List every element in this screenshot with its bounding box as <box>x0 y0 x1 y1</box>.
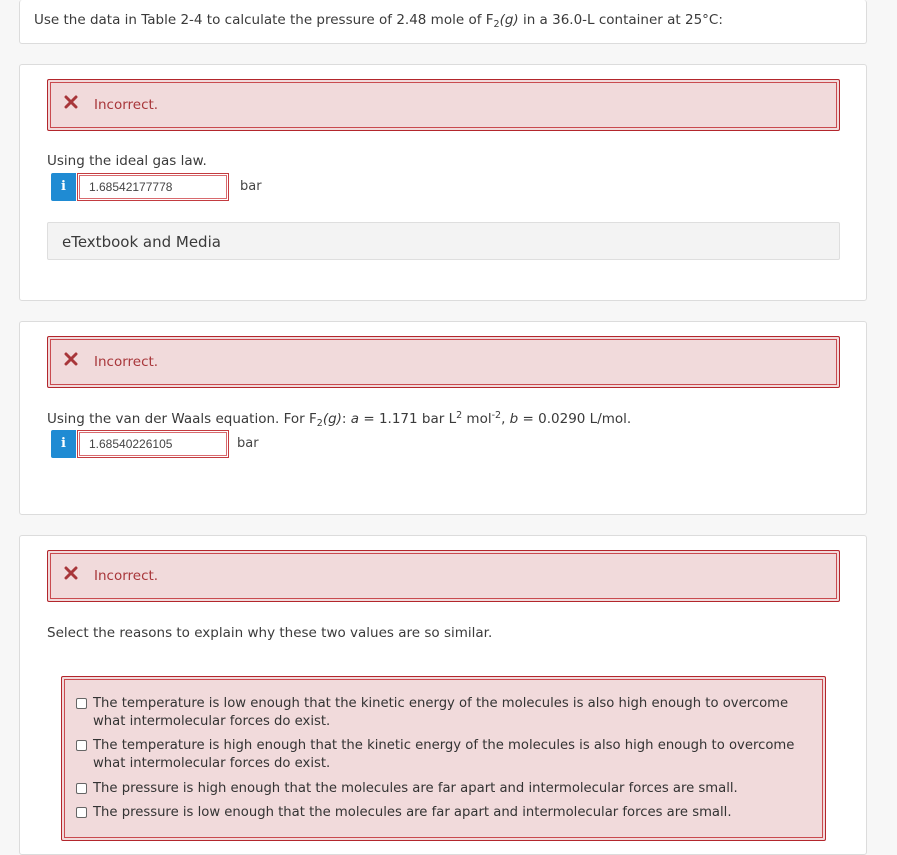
question-text: Use the data in Table 2-4 to calculate the pressure of 2.48 mole of $F_2(g)$ in a 36.0-L container at 25°C: <box>34 12 723 30</box>
choice-option[interactable]: The temperature is low enough that the kinetic energy of the molecules is also high enough to overcome what intermolecular forces do exist. <box>76 695 796 731</box>
unit-label: bar <box>237 436 259 451</box>
part-1-answer-input[interactable] <box>77 173 229 201</box>
part-1-label: Using the ideal gas law. <box>47 153 207 169</box>
reasons-choice-group <box>61 676 826 841</box>
alert-text: Incorrect. <box>94 568 159 584</box>
incorrect-alert <box>47 336 840 388</box>
checkbox[interactable] <box>76 783 87 794</box>
part-2-answer-input[interactable] <box>77 430 229 458</box>
checkbox[interactable] <box>76 698 87 709</box>
checkbox[interactable] <box>76 740 87 751</box>
incorrect-alert <box>47 79 840 131</box>
choice-option[interactable]: The pressure is low enough that the molecules are far apart and intermolecular forces are small. <box>76 804 796 822</box>
alert-text: Incorrect. <box>94 354 159 370</box>
alert-text: Incorrect. <box>94 97 159 113</box>
part-3-card <box>19 535 867 855</box>
part-2-label: Using the van der Waals equation. For $F_2(g)$: a = 1.171 bar $L^2$ mol$^{-2}$, b = 0.0290 L/mol. <box>47 410 632 429</box>
choice-option[interactable]: The pressure is high enough that the molecules are far apart and intermolecular forces are small. <box>76 780 796 798</box>
checkbox[interactable] <box>76 807 87 818</box>
part-3-label: Select the reasons to explain why these two values are so similar. <box>47 625 493 641</box>
question-card <box>19 0 867 44</box>
x-icon <box>64 566 78 580</box>
x-icon <box>64 352 78 366</box>
info-icon[interactable]: i <box>51 430 76 458</box>
info-icon[interactable]: i <box>51 173 76 201</box>
etextbook-and-media[interactable]: eTextbook and Media <box>47 222 840 260</box>
part-2-card <box>19 321 867 515</box>
incorrect-alert <box>47 550 840 602</box>
part-1-card <box>19 64 867 301</box>
x-icon <box>64 95 78 109</box>
unit-label: bar <box>240 179 262 194</box>
choice-option[interactable]: The temperature is high enough that the kinetic energy of the molecules is also high enough to overcome what intermolecular forces do exist. <box>76 737 796 773</box>
